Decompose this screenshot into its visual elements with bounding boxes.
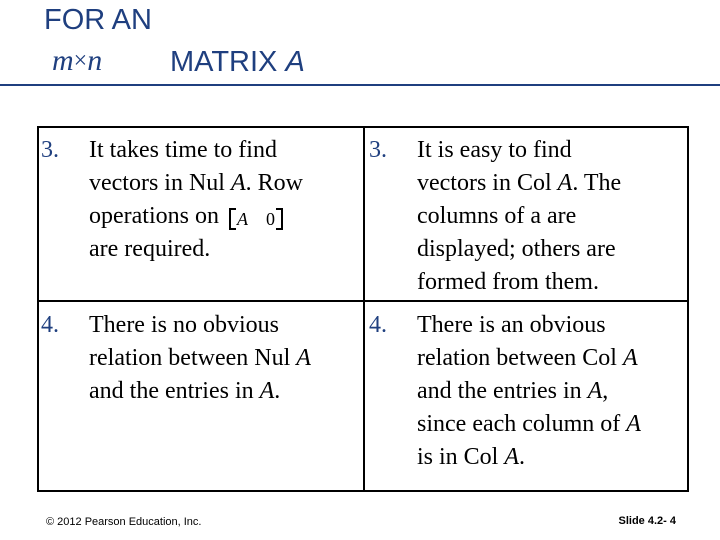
title-line2 — [170, 48, 305, 77]
text-line: are required. — [89, 236, 211, 262]
text-line: It is easy to find — [417, 137, 572, 163]
text-line: relation between Col A — [417, 345, 638, 371]
cell-top-left — [41, 134, 359, 266]
text-line: relation between Nul A — [89, 345, 311, 371]
text-line: columns of a are — [417, 203, 577, 229]
text-line: vectors in Col A. The — [417, 170, 622, 196]
item-number: 4. — [369, 312, 387, 338]
text-line: It takes time to find — [89, 137, 277, 163]
text-line: operations on A 0 — [89, 200, 359, 233]
item-number: 3. — [369, 137, 387, 163]
title-line2-text: MATRIX — [170, 46, 286, 78]
text-line: and the entries in A. — [89, 378, 281, 404]
text-line: and the entries in A, — [417, 378, 609, 404]
copyright-footer: © 2012 Pearson Education, Inc. — [46, 516, 202, 528]
item-number: 4. — [41, 312, 59, 338]
text-line: There is no obvious — [89, 312, 279, 338]
math-m: m — [52, 44, 74, 77]
title-line1: FOR AN — [44, 4, 152, 36]
comparison-table — [37, 126, 689, 492]
cell-bottom-right — [369, 309, 687, 474]
item-number: 3. — [41, 137, 59, 163]
augmented-matrix: A 0 — [229, 208, 283, 230]
text-line: formed from them. — [417, 269, 599, 295]
math-n: n — [87, 44, 103, 77]
cell-bottom-left — [41, 309, 359, 408]
title-rule — [0, 84, 720, 86]
slide-number: Slide 4.2- 4 — [618, 515, 676, 527]
table-vertical-divider — [363, 128, 365, 490]
title-math — [52, 46, 102, 76]
math-times: × — [73, 48, 88, 74]
table-horizontal-divider — [39, 300, 687, 302]
text-line: since each column of A — [417, 411, 641, 437]
text-line: is in Col A. — [417, 444, 526, 470]
cell-top-right — [369, 134, 687, 299]
text-line: There is an obvious — [417, 312, 606, 338]
title-line2-var: A — [285, 46, 305, 78]
text-line: displayed; others are — [417, 236, 616, 262]
text-line: vectors in Nul A. Row — [89, 170, 303, 196]
